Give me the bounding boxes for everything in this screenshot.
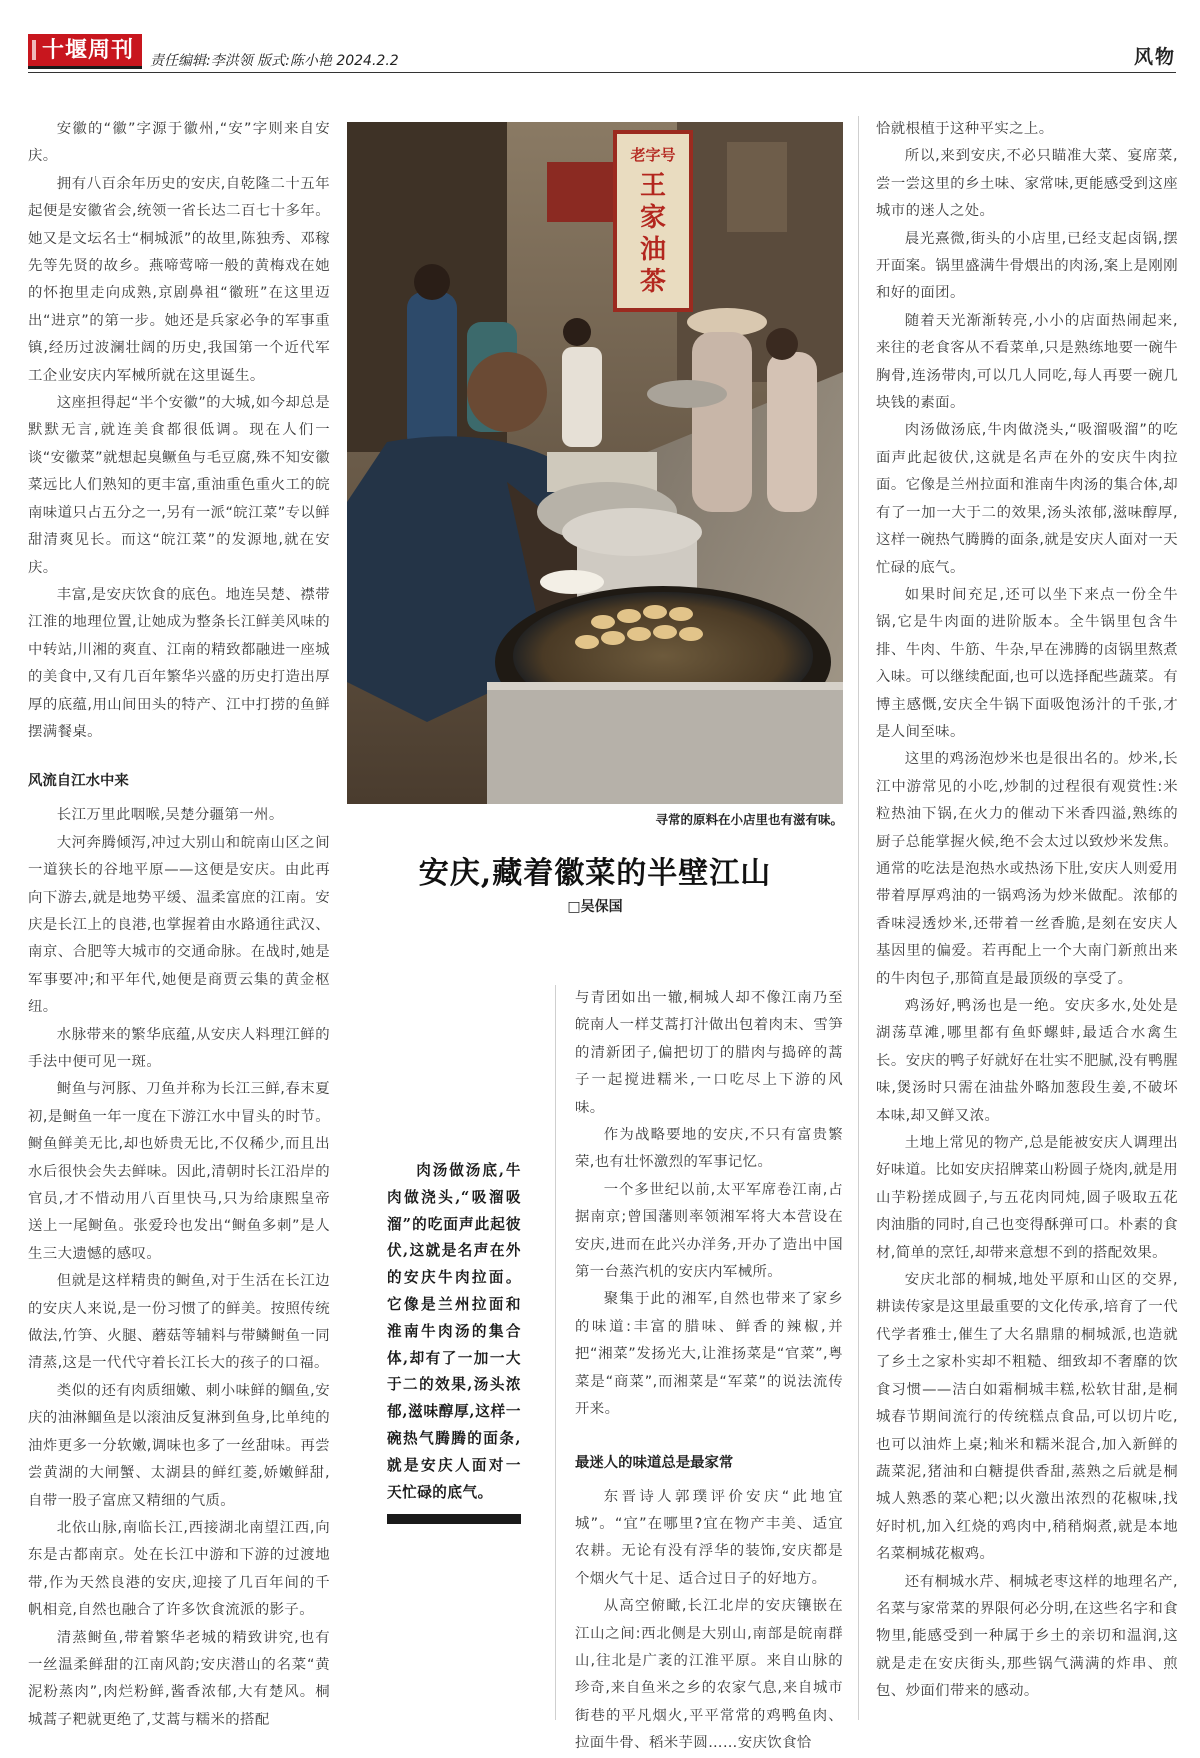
pull-quote: 肉汤做汤底,牛肉做浇头,“吸溜吸溜”的吃面声此起彼伏,这就是名声在外的安庆牛肉拉面。它像是兰州拉面和淮南牛肉汤的集合体,却有了一加一大于二的效果,汤头浓郁,滋味醇厚,这样一碗热气腾腾的面条,就是安庆人面对一天忙碌的底气。 [387, 1162, 521, 1501]
column-rule [858, 116, 859, 1720]
column-3 [575, 985, 843, 1758]
photo-caption: 寻常的原料在小店里也有滋有味。 [655, 812, 843, 827]
paragraph: 随着天光渐渐转亮,小小的店面热闹起来,来往的老食客从不看菜单,只是熟练地要一碗牛胸骨,连汤带肉,可以几人同吃,每人再要一碗几块钱的素面。 [876, 312, 1178, 412]
pull-quote-bar [387, 1514, 521, 1524]
svg-text:王: 王 [639, 171, 667, 201]
paragraph: 长江万里此咽喉,吴楚分疆第一州。 [56, 807, 284, 824]
article-photo [347, 122, 843, 804]
paragraph: 拥有八百余年历史的安庆,自乾隆二十五年起便是安徽省会,统领一省长达二百七十多年。她又是文坛名士“桐城派”的故里,陈独秀、邓稼先等先贤的故乡。燕啼莺啼一般的黄梅戏在她的怀抱里走向成熟,京剧鼻祖“徽班”在这里迈出“进京”的第一步。她还是兵家必争的军事重镇,经历过波澜壮阔的历史,我国第一个近代军工企业安庆内军械所就在这里诞生。 [28, 175, 330, 384]
paragraph: 丰富,是安庆饮食的底色。地连吴楚、襟带江淮的地理位置,让她成为整条长江鲜美风味的中转站,川湘的爽直、江南的精致都融进一座城的美食中,又有几百年繁华兴盛的历史打造出厚厚的底蕴,用山间田头的特产、江中打捞的鱼鲜摆满餐桌。 [28, 586, 330, 740]
paragraph: 清蒸鲥鱼,带着繁华老城的精致讲究,也有一丝温柔鲜甜的江南风韵;安庆潜山的名菜“黄泥粉蒸肉”,肉烂粉鲜,酱香浓郁,大有楚风。桐城蒿子粑就更绝了,艾蒿与糯米的搭配 [28, 1629, 330, 1728]
paragraph: 晨光熹微,街头的小店里,已经支起卤锅,摆开面案。锅里盛满牛骨煨出的肉汤,案上是刚刚和好的面团。 [876, 230, 1178, 302]
paragraph: 鸡汤好,鸭汤也是一绝。安庆多水,处处是湖荡草滩,哪里都有鱼虾螺蚌,最适合水禽生长。安庆的鸭子好就好在壮实不肥腻,没有鸭腥味,煲汤时只需在油盐外略加葱段生姜,不破坏本味,却又鲜又浓。 [876, 998, 1178, 1124]
street-food-photo [347, 122, 843, 804]
paragraph: 所以,来到安庆,不必只瞄准大菜、宴席菜,尝一尝这里的乡土味、家常味,更能感受到这座城市的迷人之处。 [876, 148, 1178, 220]
paragraph: 东晋诗人郭璞评价安庆“此地宜城”。“宜”在哪里?宜在物产丰美、适宜农耕。无论有没有浮华的装饰,安庆都是个烟火气十足、适合过日子的好地方。 [575, 1488, 843, 1587]
paragraph: 安徽的“徽”字源于徽州,“安”字则来自安庆。 [28, 121, 330, 165]
paragraph: 类似的还有肉质细嫩、刺小味鲜的鲴鱼,安庆的油淋鲴鱼是以滚油反复淋到鱼身,比单纯的油炸更多一分软嫩,调味也多了一丝甜味。再尝尝黄湖的大闸蟹、太湖县的鲜红菱,娇嫩鲜甜,自带一股子富庶又精细的气质。 [28, 1382, 330, 1509]
paragraph: 北依山脉,南临长江,西接湖北南望江西,向东是古都南京。处在长江中游和下游的过渡地带,作为天然良港的安庆,迎接了几百年间的千帆相竞,自然也融合了许多饮食流派的影子。 [28, 1519, 330, 1619]
paragraph: 恰就根植于这种平实之上。 [876, 121, 1054, 137]
subheading: 风流自江水中来 [28, 773, 129, 790]
section-label: 风物 [1133, 46, 1176, 68]
paragraph: 这里的鸡汤泡炒米也是很出名的。炒米,长江中游常见的小吃,炒制的过程很有观赏性:米粒热油下锅,在火力的催动下米香四溢,熟练的厨子总能掌握火候,绝不会太过以致炒米发焦。通常的吃法是泡热水或热汤下肚,安庆人则爱用带着厚厚鸡油的一锅鸡汤为炒米做配。浓郁的香味浸透炒米,还带着一丝香脆,是刻在安庆人基因里的偏爱。若再配上一个大南门新煎出来的牛肉包子,那简直是最顶级的享受了。 [876, 751, 1178, 987]
subheading: 最迷人的味道总是最家常 [575, 1454, 734, 1471]
paragraph: 从高空俯瞰,长江北岸的安庆镶嵌在江山之间:西北侧是大别山,南部是皖南群山,往北是广袤的江淮平原。来自山脉的珍奇,来自鱼米之乡的农家气息,来自城市街巷的平凡烟火,平平常常的鸡鸭鱼肉、拉面牛骨、稻米芋圆……安庆饮食恰 [575, 1598, 843, 1752]
paragraph: 肉汤做汤底,牛肉做浇头,“吸溜吸溜”的吃面声此起彼伏,这就是名声在外的安庆牛肉拉面。它像是兰州拉面和淮南牛肉汤的集合体,却有了一加一大于二的效果,汤头浓郁,滋味醇厚,这样一碗热气腾腾的面条,就是安庆人面对一天忙碌的底气。 [876, 422, 1178, 576]
col1-paragraphs-a [28, 116, 330, 746]
paragraph: 作为战略要地的安庆,不只有富贵繁荣,也有壮怀激烈的军事记忆。 [575, 1127, 843, 1171]
svg-text:油: 油 [639, 235, 667, 265]
paragraph: 安庆北部的桐城,地处平原和山区的交界,耕读传家是这里最重要的文化传承,培育了一代代学者雅士,催生了大名鼎鼎的桐城派,也造就了乡土之家朴实却不粗糙、细致却不奢靡的饮食习惯——洁白如霜桐城丰糕,松软甘甜,是桐城春节期间流行的传统糕点食品,可以切片吃,也可以油炸上桌;籼米和糯米混合,加入新鲜的蔬菜泥,猪油和白糖提供香甜,蒸熟之后就是桐城人熟悉的菜心粑;以火激出浓烈的花椒味,找好时机,加入红烧的鸡肉中,稍稍焖煮,就是本地名菜桐城花椒鸡。 [876, 1272, 1178, 1563]
column-1 [28, 116, 330, 1734]
svg-text:家: 家 [639, 203, 667, 233]
paragraph: 这座担得起“半个安徽”的大城,如今却总是默默无言,就连美食都很低调。现在人们一谈“安徽菜”就想起臭鳜鱼与毛豆腐,殊不知安徽菜远比人们熟知的更丰富,重油重色重火工的皖南味道只占五分之一,另有一派“皖江菜”专以鲜甜清爽见长。而这“皖江菜”的发源地,就在安庆。 [28, 395, 330, 576]
paragraph: 但就是这样精贵的鲥鱼,对于生活在长江边的安庆人来说,是一份习惯了的鲜美。按照传统做法,竹笋、火腿、蘑菇等辅料与带鳞鲥鱼一同清蒸,这是一代代守着长江长大的孩子的口福。 [28, 1273, 330, 1372]
sign-line-1: 老字号 [630, 146, 676, 164]
paragraph: 水脉带来的繁华底蕴,从安庆人料理江鲜的手法中便可见一斑。 [28, 1026, 330, 1070]
paragraph: 还有桐城水芹、桐城老枣这样的地理名产,名菜与家常菜的界限何必分明,在这些名字和食物里,能感受到一种属于乡土的亲切和温润,这就是走在安庆街头,那些锅气满满的炸串、煎包、炒面们带来的感动。 [876, 1573, 1178, 1700]
paragraph: 土地上常见的物产,总是能被安庆人调理出好味道。比如安庆招牌菜山粉圆子烧肉,就是用山芋粉搓成圆子,与五花肉同炖,圆子吸取五花肉油脂的同时,自己也变得酥弹可口。朴素的食材,简单的烹饪,却带来意想不到的搭配效果。 [876, 1135, 1178, 1261]
column-rule [555, 985, 556, 1720]
masthead-mark [32, 40, 36, 60]
masthead [28, 34, 142, 66]
paragraph: 大河奔腾倾泻,冲过大别山和皖南山区之间一道狭长的谷地平原——这便是安庆。由此再向下游去,就是地势平缓、温柔富庶的江南。安庆是长江上的良港,也掌握着由水路通往武汉、南京、合肥等大城市的交通命脉。在战时,她是军事要冲;和平年代,她便是商贾云集的黄金枢纽。 [28, 834, 330, 1016]
svg-text:茶: 茶 [639, 267, 667, 297]
byline: □吴保国 [567, 899, 623, 915]
paragraph: 鲥鱼与河豚、刀鱼并称为长江三鲜,春末夏初,是鲥鱼一年一度在下游江水中冒头的时节。鲥鱼鲜美无比,却也娇贵无比,不仅稀少,而且出水后很快会失去鲜味。因此,清朝时长江沿岸的官员,才不惜动用八百里快马,只为给康熙皇帝送上一尾鲥鱼。张爱玲也发出“鲥鱼多刺”是人生三大遗憾的感叹。 [28, 1081, 330, 1262]
col1-paragraphs-b [28, 802, 330, 1734]
paragraph: 聚集于此的湘军,自然也带来了家乡的味道:丰富的腊味、鲜香的辣椒,并把“湘菜”发扬光大,让淮扬菜是“官菜”,粤菜是“商菜”,而湘菜是“军菜”的说法流传开来。 [575, 1291, 843, 1418]
column-4 [876, 116, 1178, 1706]
masthead-underline [28, 66, 142, 69]
article-title: 安庆,藏着徽菜的半壁江山 [418, 856, 772, 891]
paragraph: 如果时间充足,还可以坐下来点一份全牛锅,它是牛肉面的进阶版本。全牛锅里包含牛排、牛肉、牛筋、牛杂,早在沸腾的卤锅里熬煮入味。可以继续配面,也可以选择配些蔬菜。有博主感慨,安庆全牛锅下面吸饱汤汁的千张,才是人间至味。 [876, 586, 1178, 740]
editor-line: 责任编辑:李洪领 版式:陈小艳 2024.2.2 [150, 53, 399, 69]
paragraph: 一个多世纪以前,太平军席卷江南,占据南京;曾国藩则率领湘军将大本营设在安庆,进而在此兴办洋务,开办了造出中国第一台蒸汽机的安庆内军械所。 [575, 1181, 843, 1281]
paragraph: 与青团如出一辙,桐城人却不像江南乃至皖南人一样艾蒿打汁做出包着肉末、雪笋的清新团子,偏把切丁的腊肉与捣碎的蒿子一起搅进糯米,一口吃尽上下游的风味。 [575, 990, 843, 1116]
masthead-title: 十堰周刊 [42, 37, 135, 63]
header-rule [28, 72, 1176, 73]
